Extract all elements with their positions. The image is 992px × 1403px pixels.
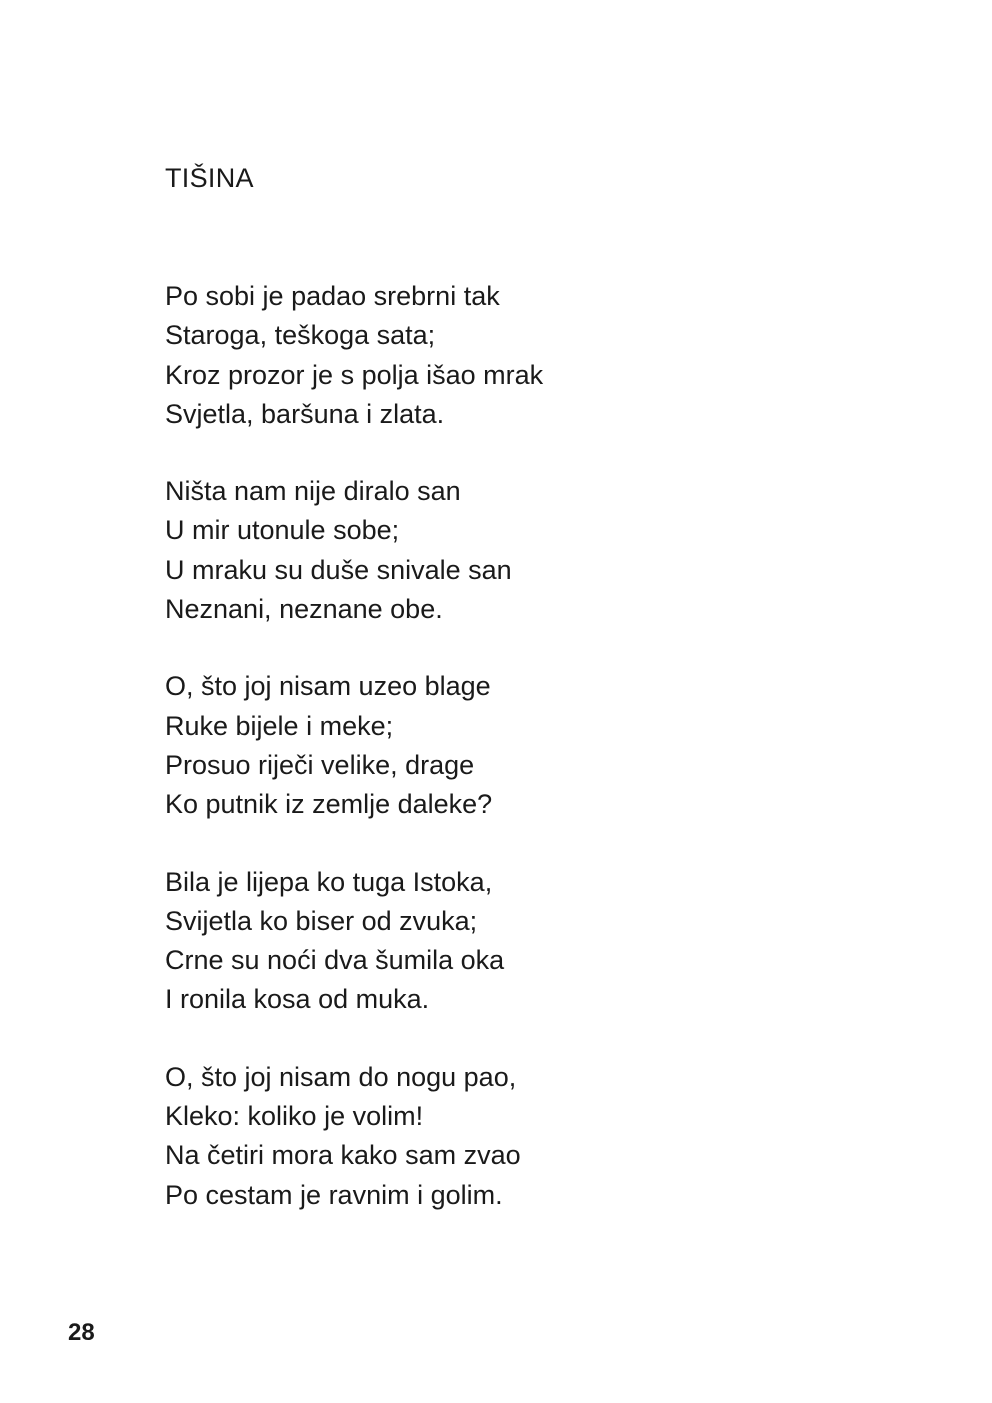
poem-line: O, što joj nisam uzeo blage	[165, 671, 491, 702]
poem-line: Ništa nam nije diralo san	[165, 476, 461, 507]
poem-line: Crne su noći dva šumila oka	[165, 945, 505, 976]
poem-line: O, što joj nisam do nogu pao,	[165, 1061, 517, 1092]
stanza-3	[165, 667, 543, 824]
poem-line: Po sobi je padao srebrni tak	[165, 281, 500, 311]
stanza-2	[165, 472, 543, 629]
stanza-5	[165, 1058, 543, 1215]
poem-line: I ronila kosa od muka.	[165, 984, 430, 1015]
poem-line: Staroga, teškoga sata;	[165, 320, 436, 351]
stanza-4	[165, 863, 543, 1020]
poem-line: Kleko: koliko je volim!	[165, 1101, 424, 1132]
poem-line: Neznani, neznane obe.	[165, 594, 443, 625]
poem-line: Ruke bijele i meke;	[165, 710, 394, 741]
poem-line: Svjetla, baršuna i zlata.	[165, 398, 445, 429]
poem-line: Ko putnik iz zemlje daleke?	[165, 789, 493, 820]
poem-line: Prosuo riječi velike, drage	[165, 749, 475, 780]
page-number: 28	[68, 1319, 95, 1346]
stanza-1	[165, 277, 543, 434]
poem-line: Po cestam je ravnim i golim.	[165, 1179, 503, 1210]
poem-line: U mraku su duše snivale san	[165, 554, 512, 585]
poem-line: Bila je lijepa ko tuga Istoka,	[165, 866, 493, 897]
poem-line: Na četiri mora kako sam zvao	[165, 1140, 521, 1171]
poem-line: U mir utonule sobe;	[165, 515, 400, 546]
poem-body	[165, 277, 543, 1253]
poem-title: TIŠINA	[165, 163, 254, 193]
poem-line: Svijetla ko biser od zvuka;	[165, 905, 478, 936]
poem-line: Kroz prozor je s polja išao mrak	[165, 359, 544, 390]
